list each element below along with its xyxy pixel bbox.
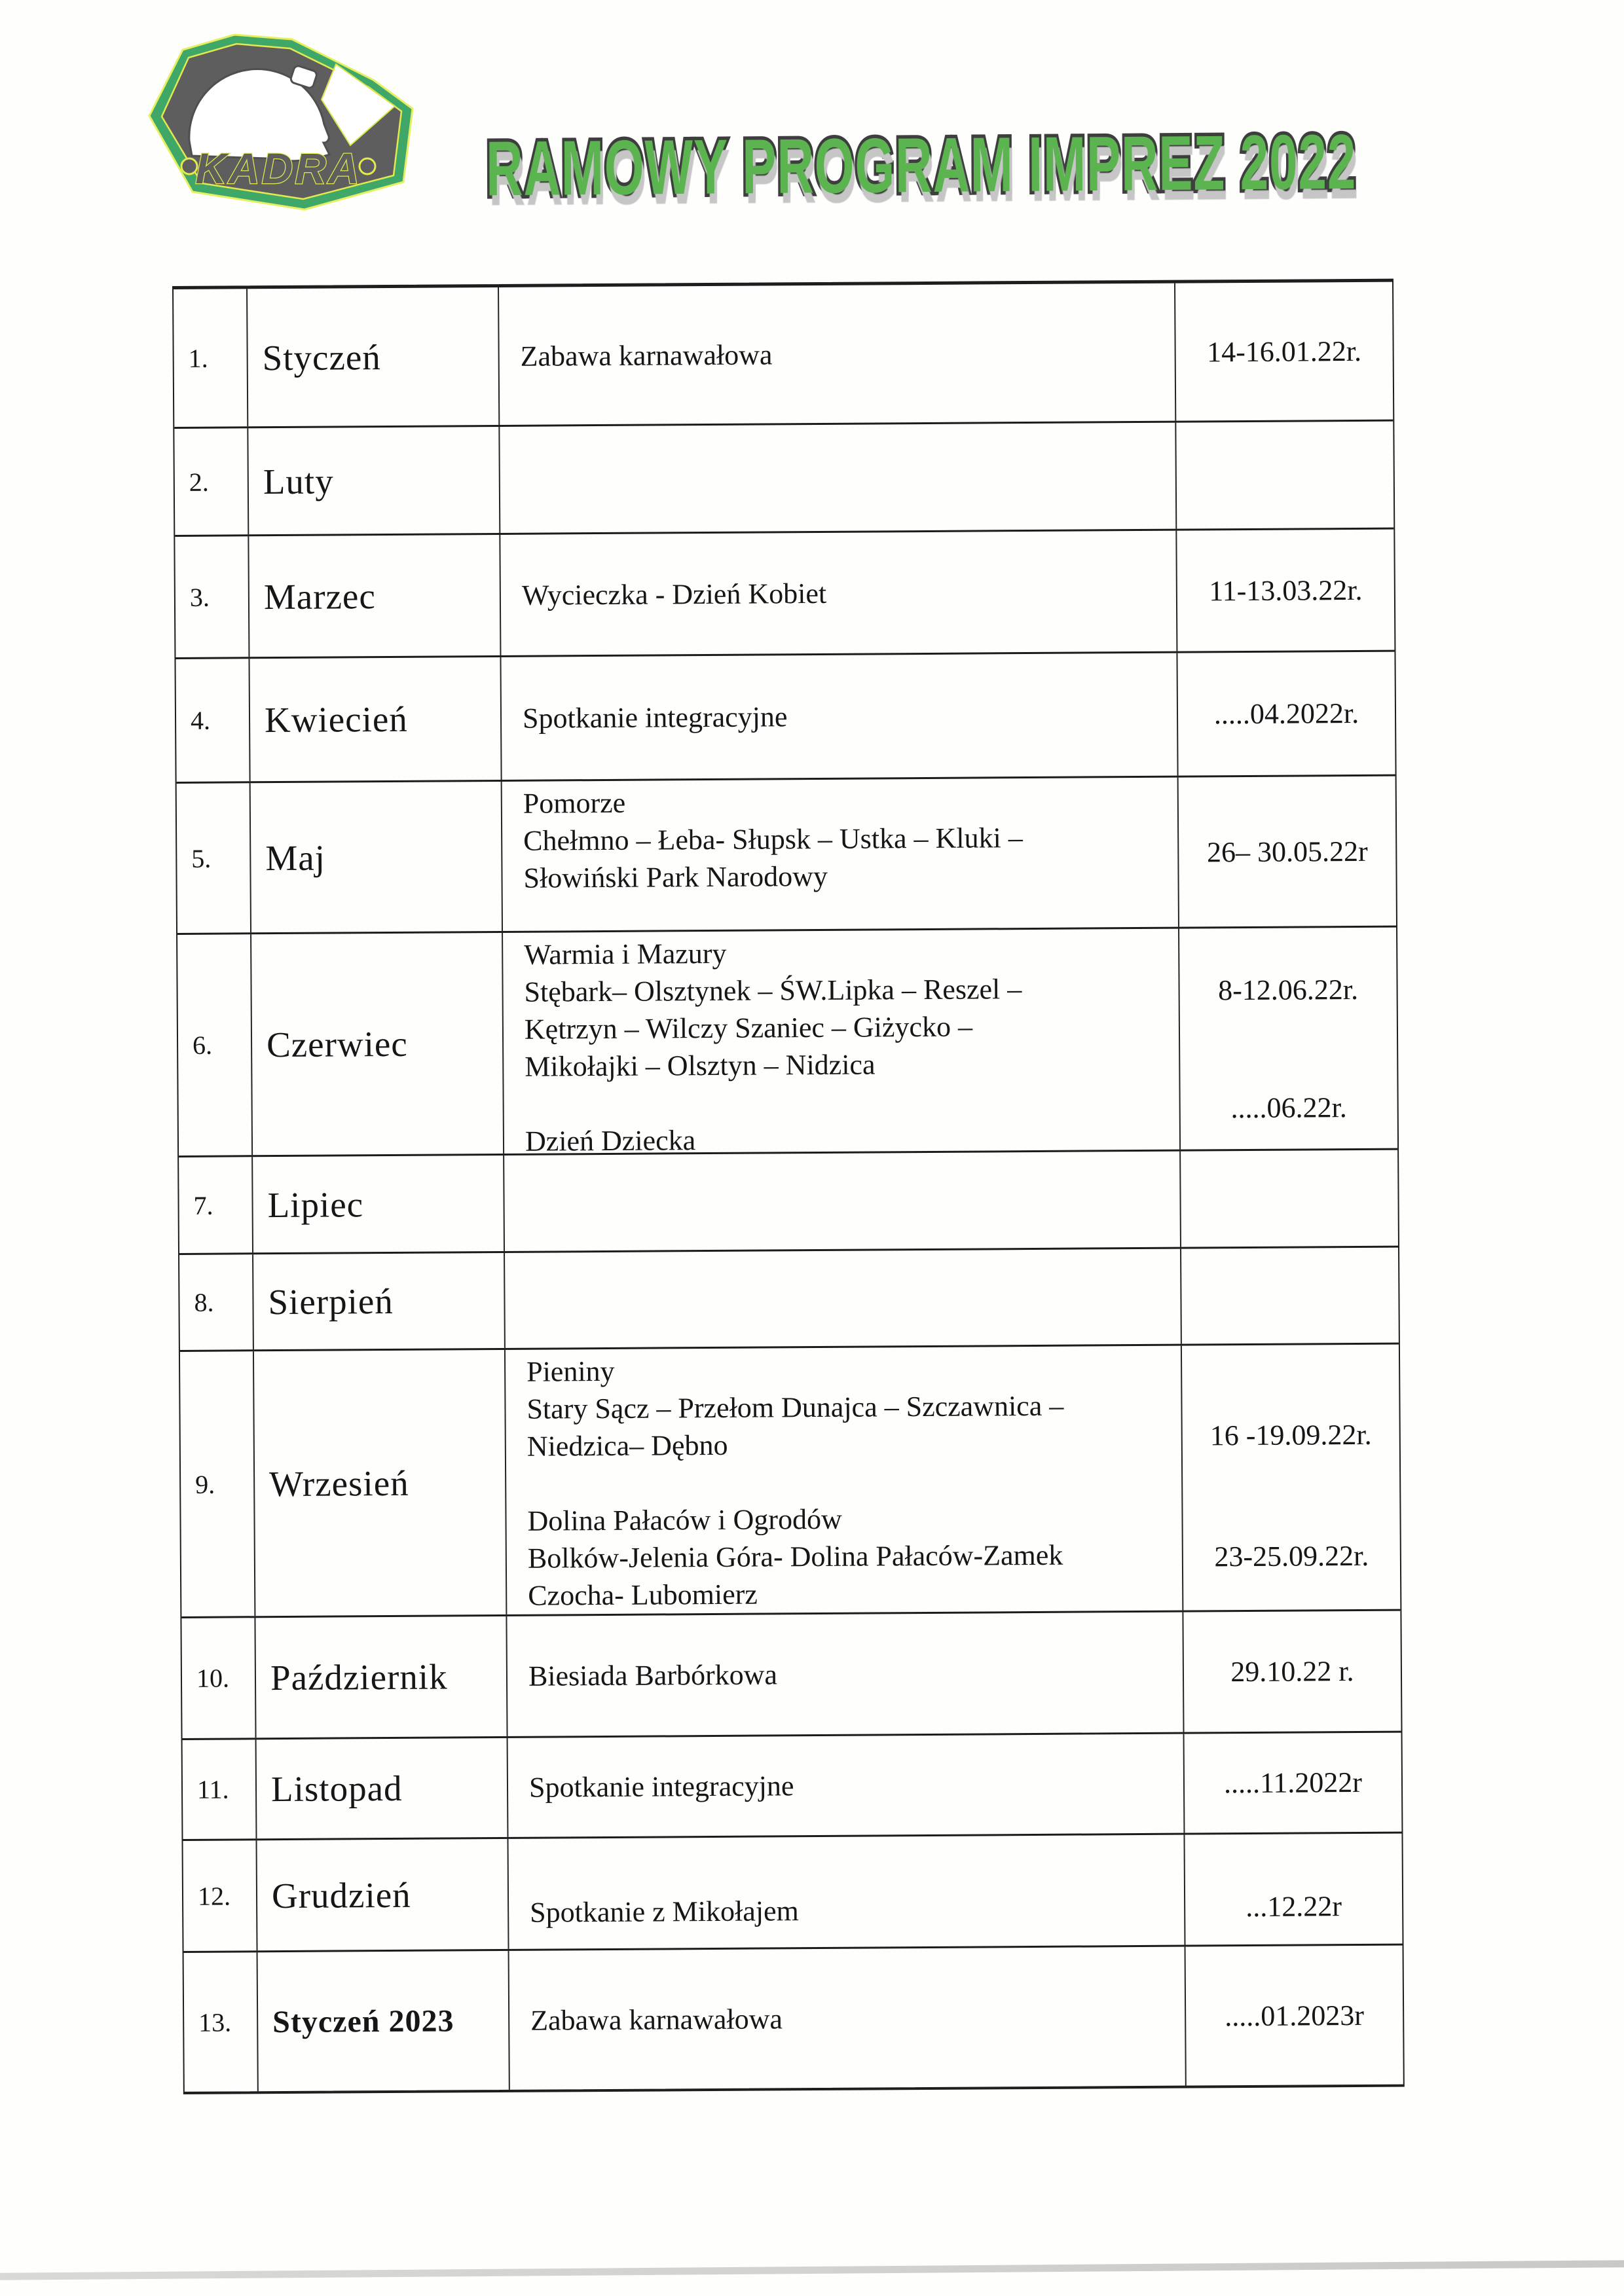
date-cell (1185, 1733, 1402, 1833)
row-number: 12. (183, 1840, 258, 1951)
table-row (175, 530, 1394, 659)
event-cell (504, 1152, 1181, 1251)
event-line: Stary Sącz – Przełom Dunajca – Szczawnica – (526, 1389, 1064, 1425)
month-cell: Lipiec (253, 1156, 505, 1252)
row-number: 9. (180, 1351, 255, 1616)
event-text: Spotkanie integracyjne (522, 701, 788, 735)
scan-artifact-line (0, 2260, 1624, 2280)
date-text: ...12.22r (1246, 1889, 1342, 1923)
event-line: Dolina Pałaców i Ogrodów (527, 1503, 842, 1537)
date-text: 29.10.22 r. (1230, 1655, 1354, 1688)
table-row (183, 1733, 1402, 1841)
date-text: 8-12.06.22r. (1217, 973, 1359, 1007)
row-number: 6. (177, 934, 253, 1156)
event-cell (508, 1835, 1185, 1949)
date-cell (1177, 652, 1395, 776)
event-cell (500, 423, 1177, 533)
date-cell (1181, 1150, 1398, 1247)
date-cell (1175, 282, 1393, 421)
month-cell: Sierpień (253, 1253, 506, 1349)
event-line: Warmia i Mazury (524, 937, 727, 971)
event-cell (499, 283, 1176, 425)
row-number: 5. (177, 783, 251, 933)
month-cell: Styczeń 2023 (258, 1951, 510, 2091)
date-text: .....01.2023r (1225, 1999, 1365, 2032)
event-line: Mikołajki – Olsztyn – Nidzica (525, 1048, 876, 1083)
event-text: Spotkanie z Mikołajem (530, 1894, 799, 1929)
event-text: Biesiada Barbórkowa (528, 1658, 778, 1692)
table-row (184, 1946, 1403, 2092)
table-row (177, 928, 1397, 1157)
program-table (172, 279, 1405, 2094)
date-cell (1179, 776, 1396, 927)
row-number: 11. (183, 1740, 257, 1839)
event-cell (500, 531, 1177, 655)
table-row (175, 652, 1395, 784)
month-cell: Marzec (249, 535, 501, 657)
month-cell: Czerwiec (251, 933, 504, 1155)
event-line: Niedzica– Dębno (526, 1429, 728, 1463)
page-title: RAMOWY PROGRAM IMPREZ 2022 (485, 117, 1357, 213)
logo-wordmark: KADRA (195, 144, 361, 192)
date-text: .....11.2022r (1223, 1766, 1363, 1800)
table-row (181, 1611, 1401, 1740)
event-line: Pomorze (523, 786, 626, 820)
table-row (179, 1248, 1399, 1352)
month-cell: Listopad (257, 1738, 509, 1838)
row-number: 2. (174, 428, 249, 535)
month-cell: Wrzesień (254, 1350, 507, 1616)
date-text: 23-25.09.22r. (1214, 1539, 1369, 1573)
date-cell (1179, 928, 1397, 1150)
date-text: 14-16.01.22r. (1207, 335, 1362, 368)
event-cell (503, 929, 1181, 1157)
event-line: Pieniny (526, 1355, 615, 1388)
month-cell: Październik (255, 1616, 507, 1738)
table-row (179, 1150, 1398, 1255)
row-number: 7. (179, 1157, 253, 1253)
month-cell: Maj (251, 782, 503, 932)
date-text: .....04.2022r. (1213, 697, 1359, 731)
event-text: Spotkanie integracyjne (528, 1770, 794, 1804)
row-number: 1. (174, 289, 248, 427)
date-cell (1182, 1345, 1400, 1611)
date-cell (1185, 1834, 1402, 1945)
date-text: 26– 30.05.22r (1206, 835, 1368, 868)
event-cell (501, 653, 1178, 780)
date-cell (1183, 1611, 1401, 1732)
event-cell (502, 778, 1179, 931)
event-line: Słowiński Park Narodowy (523, 860, 828, 894)
blank-line (527, 1461, 1181, 1503)
date-cell (1186, 1946, 1403, 2086)
table-row (174, 422, 1393, 537)
month-cell: Grudzień (257, 1839, 509, 1950)
event-text: Zabawa karnawałowa (530, 2002, 783, 2037)
event-line: Stębark– Olsztynek – ŚW.Lipka – Reszel – (524, 973, 1022, 1008)
event-cell (507, 1613, 1184, 1736)
event-cell (508, 1734, 1185, 1837)
date-cell (1181, 1248, 1399, 1344)
event-line: Bolków-Jelenia Góra- Dolina Pałaców-Zamek (527, 1539, 1063, 1575)
event-text: Zabawa karnawałowa (520, 338, 773, 373)
table-row (183, 1834, 1403, 1953)
date-cell (1177, 530, 1394, 651)
table-row (180, 1345, 1400, 1618)
table-row (177, 776, 1396, 935)
row-number: 8. (179, 1254, 254, 1350)
table-row (174, 282, 1393, 429)
row-number: 3. (175, 536, 249, 657)
month-cell: Luty (248, 427, 500, 534)
event-line: Chełmno – Łeba- Słupsk – Ustka – Kluki – (523, 822, 1023, 857)
event-cell (506, 1346, 1183, 1614)
event-text: Wycieczka - Dzień Kobiet (521, 577, 827, 611)
event-line: Dzień Dziecka (525, 1124, 696, 1157)
event-line: Kętrzyn – Wilczy Szaniec – Giżycko – (524, 1010, 973, 1046)
row-number: 4. (175, 659, 250, 782)
date-text: 16 -19.09.22r. (1209, 1418, 1372, 1452)
event-line: Czocha- Lubomierz (528, 1578, 758, 1612)
blank-line (525, 1082, 1179, 1123)
kadra-logo (139, 26, 422, 220)
date-text: 11-13.03.22r. (1209, 574, 1363, 607)
logo-right-dot (360, 158, 375, 174)
event-cell (505, 1249, 1182, 1348)
month-cell: Styczeń (248, 287, 500, 426)
date-cell (1176, 422, 1393, 529)
row-number: 13. (184, 1952, 259, 2092)
date-text: .....06.22r. (1230, 1091, 1347, 1125)
event-cell (509, 1947, 1187, 2090)
row-number: 10. (181, 1618, 256, 1738)
month-cell: Kwiecień (249, 657, 502, 781)
